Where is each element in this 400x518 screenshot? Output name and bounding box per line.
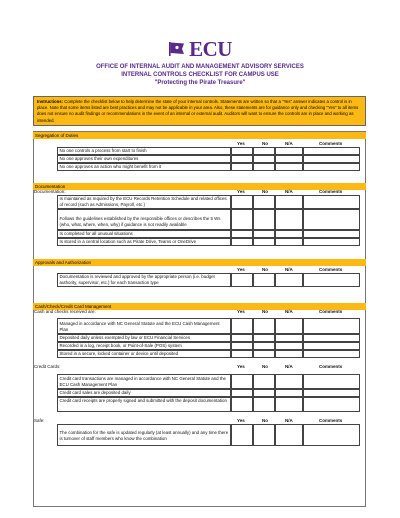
- yes-cell[interactable]: [231, 342, 253, 350]
- col-na-header: N/A: [285, 141, 293, 146]
- na-cell[interactable]: [275, 318, 303, 334]
- no-cell[interactable]: [253, 342, 275, 350]
- yes-cell[interactable]: [231, 147, 253, 155]
- documentation-label: Documentation:: [34, 189, 66, 194]
- checklist-title: INTERNAL CONTROLS CHECKLIST FOR CAMPUS USE: [121, 72, 279, 78]
- yes-cell[interactable]: [231, 374, 253, 389]
- cash-checks-label: Cash and checks received are:: [34, 309, 96, 314]
- item-documentation-2: Follows the guidelines established by the responsible offices or describes the 5 Ws (who, what, where, when, why) if guidance is not readily available: [57, 209, 231, 230]
- comments-cell[interactable]: [303, 147, 360, 155]
- comments-cell[interactable]: [303, 155, 360, 163]
- no-cell[interactable]: [253, 397, 275, 412]
- comments-cell[interactable]: [303, 230, 360, 238]
- col-na-header: N/A: [285, 189, 293, 194]
- col-yes-header: Yes: [237, 309, 245, 314]
- col-yes-header: Yes: [237, 418, 245, 423]
- yes-cell[interactable]: [231, 318, 253, 334]
- na-cell[interactable]: [275, 155, 303, 163]
- item-documentation-3: Is completed for all unusual situations: [57, 230, 231, 238]
- col-comments-header: Comments: [319, 267, 343, 272]
- section-header-approvals: Approvals and Authorization: [33, 259, 366, 266]
- yes-cell[interactable]: [231, 230, 253, 238]
- comments-cell[interactable]: [303, 273, 360, 287]
- yes-cell[interactable]: [231, 155, 253, 163]
- col-na-header: N/A: [285, 364, 293, 369]
- comments-cell[interactable]: [303, 334, 360, 342]
- comments-cell[interactable]: [303, 342, 360, 350]
- col-comments-header: Comments: [319, 418, 343, 423]
- instructions-box: [33, 96, 366, 126]
- na-cell[interactable]: [275, 350, 303, 358]
- item-safe-1: The combination for the safe is updated regularly (at least annually) and any time there is turnover of staff members who know the combination: [57, 424, 231, 446]
- col-no-header: No: [262, 189, 268, 194]
- comments-cell[interactable]: [303, 318, 360, 334]
- comments-cell[interactable]: [303, 163, 360, 171]
- comments-cell[interactable]: [303, 389, 360, 397]
- na-cell[interactable]: [275, 424, 303, 446]
- item-segregation-1: No one controls a process from start to finish: [57, 147, 231, 155]
- comments-cell[interactable]: [303, 238, 360, 246]
- safe-label: Safe:: [34, 418, 45, 423]
- col-na-header: N/A: [285, 418, 293, 423]
- yes-cell[interactable]: [231, 163, 253, 171]
- comments-cell[interactable]: [303, 397, 360, 412]
- tagline: "Protecting the Pirate Treasure": [154, 80, 246, 86]
- section-header-cash: Cash/Check/Credit Card Management: [33, 303, 366, 310]
- no-cell[interactable]: [253, 163, 275, 171]
- comments-cell[interactable]: [303, 350, 360, 358]
- col-comments-header: Comments: [319, 189, 343, 194]
- no-cell[interactable]: [253, 209, 275, 230]
- comments-cell[interactable]: [303, 195, 360, 209]
- item-credit-2: Credit card sales are deposited daily: [57, 389, 231, 397]
- pirate-flag-icon: [168, 41, 186, 57]
- na-cell[interactable]: [275, 374, 303, 389]
- no-cell[interactable]: [253, 350, 275, 358]
- item-approvals-1: Documentation is reviewed and approved by the appropriate person (i.e. budget authority, supervisor, etc.) for each transaction type: [57, 273, 231, 287]
- item-credit-1: Credit card transactions are managed in accordance with NC General Statute and the ECU Cash Management Plan: [57, 374, 231, 389]
- no-cell[interactable]: [253, 374, 275, 389]
- yes-cell[interactable]: [231, 273, 253, 287]
- yes-cell[interactable]: [231, 397, 253, 412]
- col-no-header: No: [262, 309, 268, 314]
- comments-cell[interactable]: [303, 424, 360, 446]
- item-cash-3: Recorded in a log, receipt book, or Point-of-Sale (POS) system: [57, 342, 231, 350]
- instructions-label: Instructions:: [37, 99, 64, 104]
- section-header-documentation: Documentation: [33, 183, 366, 190]
- credit-cards-label: Credit Cards:: [34, 364, 61, 369]
- office-title: OFFICE OF INTERNAL AUDIT AND MANAGEMENT ADVISORY SERVICES: [96, 64, 304, 70]
- no-cell[interactable]: [253, 195, 275, 209]
- col-yes-header: Yes: [237, 141, 245, 146]
- col-no-header: No: [262, 364, 268, 369]
- col-no-header: No: [262, 418, 268, 423]
- col-na-header: N/A: [285, 267, 293, 272]
- na-cell[interactable]: [275, 195, 303, 209]
- comments-cell[interactable]: [303, 209, 360, 230]
- na-cell[interactable]: [275, 273, 303, 287]
- item-documentation-1: Is maintained as required by the ECU Records Retention Schedule and related offices of record (such as Admissions, Payroll, etc.): [57, 195, 231, 209]
- yes-cell[interactable]: [231, 424, 253, 446]
- col-no-header: No: [262, 267, 268, 272]
- no-cell[interactable]: [253, 147, 275, 155]
- item-segregation-3: No one approves an action who might benefit from it: [57, 163, 231, 171]
- col-comments-header: Comments: [319, 309, 343, 314]
- na-cell[interactable]: [275, 238, 303, 246]
- no-cell[interactable]: [253, 318, 275, 334]
- yes-cell[interactable]: [231, 209, 253, 230]
- na-cell[interactable]: [275, 209, 303, 230]
- item-cash-4: Stored in a secure, locked container or device until deposited: [57, 350, 231, 358]
- col-comments-header: Comments: [319, 141, 343, 146]
- yes-cell[interactable]: [231, 195, 253, 209]
- na-cell[interactable]: [275, 389, 303, 397]
- no-cell[interactable]: [253, 230, 275, 238]
- col-na-header: N/A: [285, 309, 293, 314]
- col-yes-header: Yes: [237, 364, 245, 369]
- item-cash-1: Managed in accordance with NC General Statute and the ECU Cash Management Plan: [57, 318, 231, 334]
- section-header-segregation: Segregation of Duties: [33, 132, 366, 139]
- na-cell[interactable]: [275, 163, 303, 171]
- na-cell[interactable]: [275, 342, 303, 350]
- logo-text: ECU: [189, 37, 232, 61]
- yes-cell[interactable]: [231, 238, 253, 246]
- yes-cell[interactable]: [231, 334, 253, 342]
- item-documentation-4: Is stored in a central location such as Pirate Drive, Teams or OneDrive: [57, 238, 231, 246]
- comments-cell[interactable]: [303, 374, 360, 389]
- no-cell[interactable]: [253, 273, 275, 287]
- item-credit-3: Credit card receipts are properly signed and submitted with the deposit documentation: [57, 397, 231, 412]
- yes-cell[interactable]: [231, 350, 253, 358]
- yes-cell[interactable]: [231, 389, 253, 397]
- na-cell[interactable]: [275, 397, 303, 412]
- col-yes-header: Yes: [237, 189, 245, 194]
- ecu-logo: [0, 38, 400, 60]
- item-segregation-2: No one approves their own expenditures: [57, 155, 231, 163]
- na-cell[interactable]: [275, 230, 303, 238]
- col-no-header: No: [262, 141, 268, 146]
- col-yes-header: Yes: [237, 267, 245, 272]
- col-comments-header: Comments: [319, 364, 343, 369]
- no-cell[interactable]: [253, 424, 275, 446]
- no-cell[interactable]: [253, 334, 275, 342]
- na-cell[interactable]: [275, 334, 303, 342]
- instructions-text: Complete the checklist below to help determine the state of your internal controls. Statements are written so that a "Yes" answer indicates a control is in place. Note that some items listed are best practices and may not be applicable in your area. Also, these statements are for guidance only and checking "Yes" to all items does not ensure no audit findings or recommendations in the event of an internal or external audit. Auditors will want to ensure the controls are in place and working as intended.: [37, 99, 359, 123]
- no-cell[interactable]: [253, 389, 275, 397]
- na-cell[interactable]: [275, 147, 303, 155]
- no-cell[interactable]: [253, 155, 275, 163]
- no-cell[interactable]: [253, 238, 275, 246]
- item-cash-2: Deposited daily unless exempted by law or ECU Financial Services: [57, 334, 231, 342]
